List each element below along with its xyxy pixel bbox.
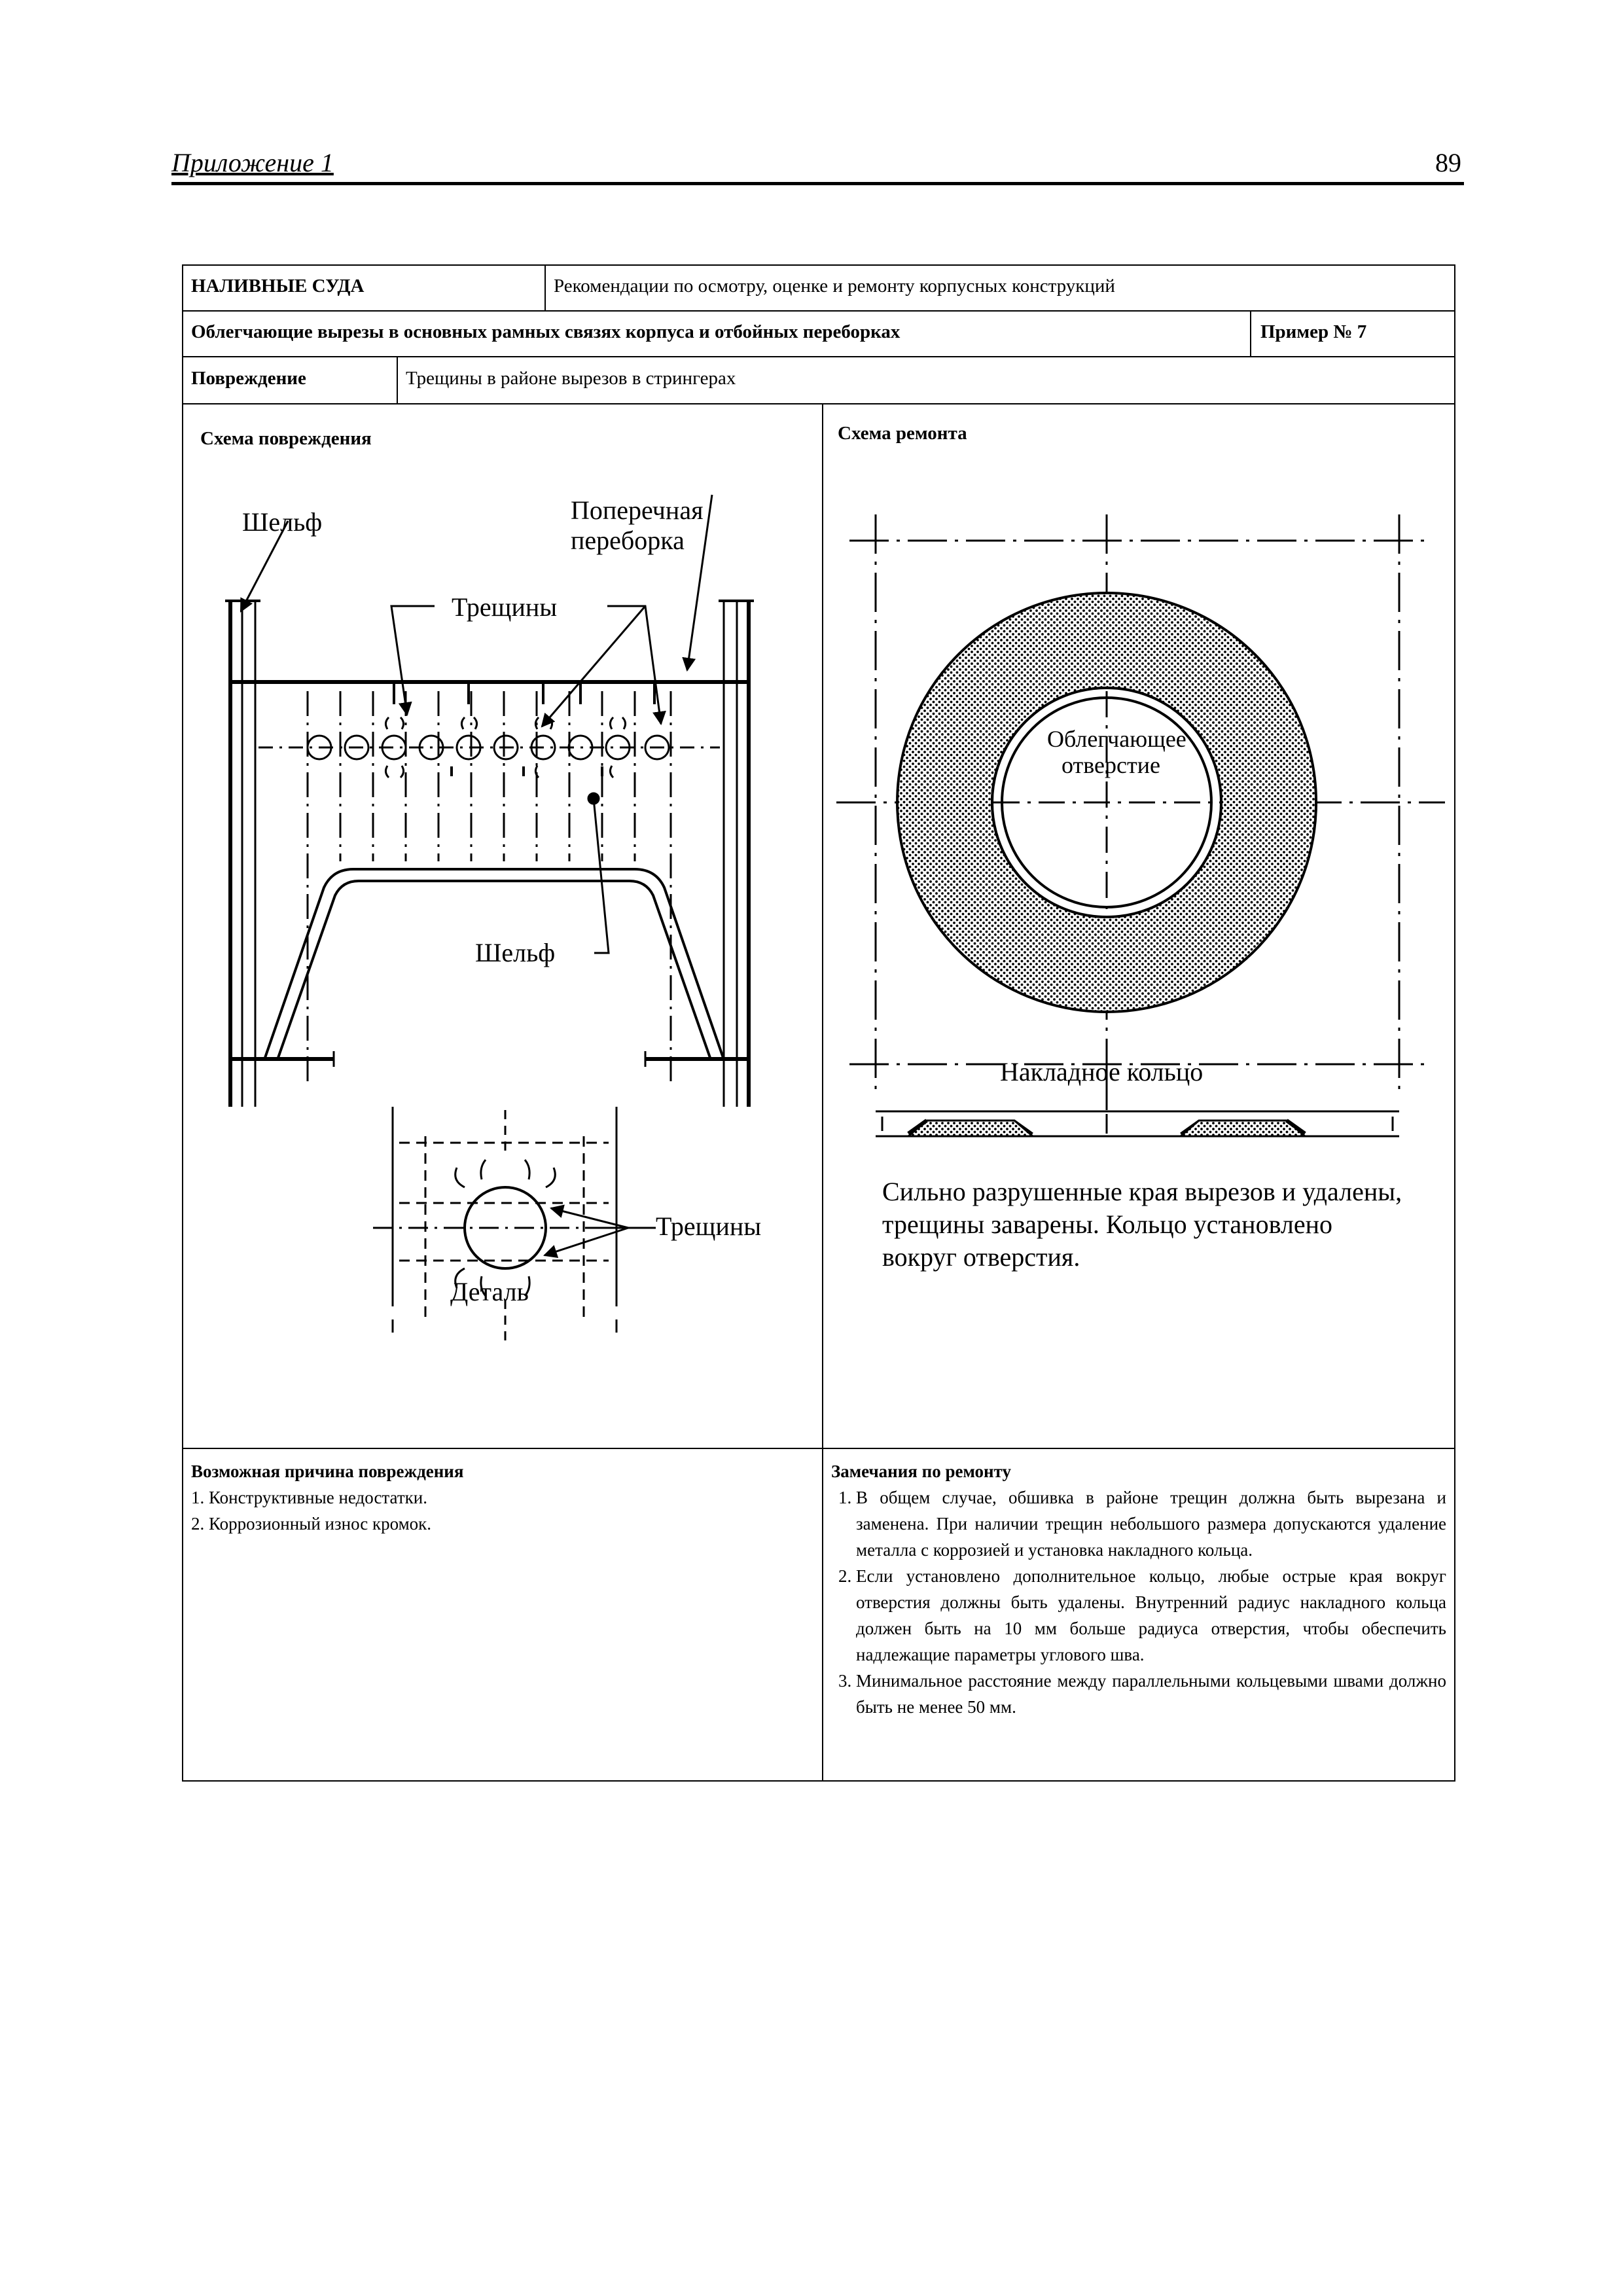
label-bulkhead-line1: Поперечная — [571, 495, 704, 525]
label-cracks-detail: Трещины — [656, 1211, 762, 1241]
label-ring: Накладное кольцо — [1000, 1057, 1204, 1086]
row-divider — [183, 356, 1454, 357]
cause-item: 2. Коррозионный износ кромок. — [191, 1514, 432, 1534]
repair-caption — [882, 1175, 1402, 1274]
label-flange-top: Шельф — [242, 507, 323, 537]
repair-caption-line: Сильно разрушенные края вырезов и удалены, — [882, 1177, 1402, 1206]
repair-caption-line: трещины заварены. Кольцо установлено — [882, 1210, 1333, 1239]
cause-section — [191, 1458, 813, 1537]
remarks-title: Замечания по ремонту — [831, 1462, 1011, 1481]
cause-title: Возможная причина повреждения — [191, 1462, 464, 1481]
repair-scheme-drawing — [823, 403, 1457, 1444]
remarks-section — [831, 1458, 1446, 1720]
guideline-title: Рекомендации по осмотру, оценке и ремонту корпусных конструкций — [554, 276, 1115, 296]
remark-item: 2. Если установлено дополнительное кольцо, любые острые края вокруг отверстия должны быть удалены. Внутренний радиус накладного кольца должен быть на 10 мм больше радиуса отверстия, чтобы обеспечить надлежащие параметры углового шва. — [856, 1563, 1446, 1668]
damage-label: Повреждение — [191, 368, 306, 389]
cause-item: 1. Конструктивные недостатки. — [191, 1488, 427, 1507]
repair-scheme-title: Схема ремонта — [838, 423, 967, 444]
section-title: Облегчающие вырезы в основных рамных связях корпуса и отбойных переборках — [191, 321, 901, 342]
repair-caption-line: вокруг отверстия. — [882, 1242, 1080, 1272]
page-number: 89 — [1435, 148, 1461, 177]
running-head-title: Приложение 1 — [171, 148, 334, 177]
damage-value: Трещины в районе вырезов в стрингерах — [406, 368, 736, 389]
label-hole-line2: отверстие — [1061, 752, 1160, 778]
ship-type: НАЛИВНЫЕ СУДА — [191, 276, 365, 296]
example-number: Пример № 7 — [1260, 321, 1367, 342]
label-hole-line1: Облегчающее — [1047, 726, 1186, 752]
col-divider — [397, 356, 398, 403]
label-cracks-top: Трещины — [452, 592, 558, 622]
col-divider — [544, 266, 546, 310]
damage-scheme-title: Схема повреждения — [200, 428, 372, 449]
label-flange-middle: Шельф — [475, 938, 556, 967]
row-divider — [183, 310, 1454, 312]
col-divider — [1250, 310, 1251, 356]
label-bulkhead-line2: переборка — [571, 526, 685, 555]
running-head — [171, 145, 1464, 185]
label-detail: Деталь — [450, 1277, 529, 1306]
example-card — [182, 264, 1455, 1782]
remark-item: 1. В общем случае, обшивка в районе трещин должна быть вырезана и заменена. При наличии трещин небольшого размера допускаются удаление металла с коррозией и установка накладного кольца. — [856, 1484, 1446, 1563]
row-divider — [183, 1448, 1454, 1449]
remark-item: 3. Минимальное расстояние между параллельными кольцевыми швами должно быть не менее 50 мм. — [856, 1668, 1446, 1720]
